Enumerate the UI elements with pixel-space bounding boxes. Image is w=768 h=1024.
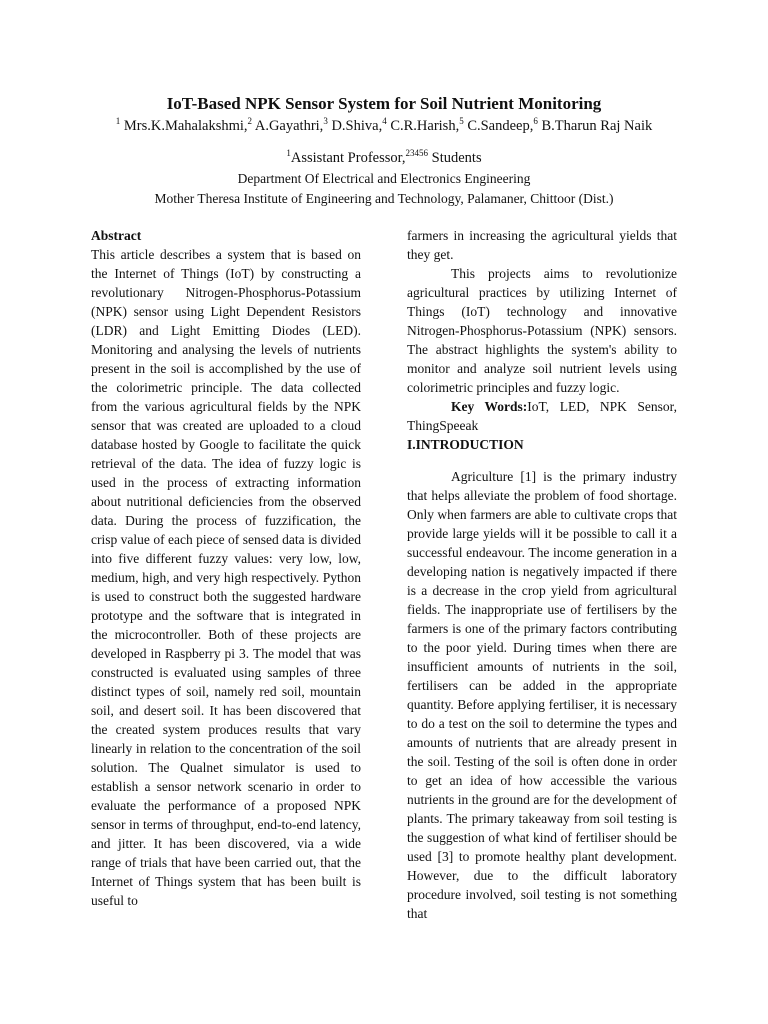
role-sup: 23456 — [405, 148, 429, 159]
keywords — [407, 397, 677, 435]
abstract-body: This article describes a system that is based on the Internet of Things (IoT) by constructing a revolutionary Nitrogen-Phosphorus-Potassium (NPK) sensor using Light Dependent Resistors (LDR) and Light Emitting Diodes (LED). Monitoring and analysing the levels of nutrients present in the soil is accomplished by the use of the colorimetric principle. The data collected from the various agricultural fields by the NPK sensor that was created are uploaded to a cloud database hosted by Google to facilitate the quick retrieval of the data. The idea of fuzzy logic is used in the process of extracting information about nutritional deficiencies from the observed data. During the process of fuzzification, the crisp value of each piece of sensed data is divided into five different fuzzy values: very low, low, medium, high, and very high respectively. Python is used to construct both the suggested hardware prototype and the software that is integrated in the microcontroller. Both of these projects are developed in Raspberry pi 3. The model that was constructed is evaluated using samples of three distinct types of soil, namely red soil, mountain soil, and desert soil. It has been discovered that the created system produces results that vary linearly in relation to the concentration of the soil solution. The Qualnet simulator is used to establish a sensor network scenario in order to evaluate the performance of a proposed NPK sensor in terms of throughput, end-to-end latency, and jitter. It has been discovered, via a wide range of trials that have been carried out, that the Internet of Things system that has been built is useful to — [91, 247, 361, 908]
keywords-text: IoT, LED, NPK Sensor, ThingSpeeak — [407, 399, 677, 433]
author-sup: 5 — [459, 116, 464, 127]
keywords-label: Key Words: — [451, 399, 528, 414]
author-name: A.Gayathri, — [252, 118, 324, 134]
author-sup: 1 — [115, 116, 121, 127]
author-name: D.Shiva, — [327, 118, 383, 134]
author-name: Mrs.K.Mahalakshmi, — [120, 118, 248, 134]
abstract-heading: Abstract — [91, 228, 142, 243]
institute: Mother Theresa Institute of Engineering and Technology, Palamaner, Chittoor (Dist.) — [154, 191, 614, 206]
role-sup: 1 — [286, 148, 291, 159]
department: Department Of Electrical and Electronics Engineering — [237, 171, 531, 186]
paper-title: IoT-Based NPK Sensor System for Soil Nutrient Monitoring — [166, 94, 602, 113]
author-roles — [0, 148, 768, 168]
introduction-body: Agriculture [1] is the primary industry that helps alleviate the problem of food shortage. Only when farmers are able to cultivate crops that provide large yields will it be possible to call it a successful endeavour. The income generation in a developing nation is negatively impacted if there is a decrease in the crop yield from agricultural fields. The inappropriate use of fertilisers by the farmers is one of the primary factors contributing to the poor yield. During times when there are insufficient amounts of nutrients in the soil, fertilisers can be added in the appropriate quantity. Before applying fertiliser, it is necessary to do a test on the soil to determine the types and amounts of nutrients that are already present in the soil. Testing of the soil is often done in order to get an idea of how accessible the various nutrients in the ground are for the development of plants. The primary takeaway from soil testing is the suggestion of what kind of fertiliser should be used [3] to promote healthy plant development. However, due to the difficult laboratory procedure involved, soil testing is not something that — [407, 469, 677, 921]
author-name: C.R.Harish, — [386, 118, 460, 134]
author-sup: 4 — [382, 116, 387, 127]
abstract-continuation: farmers in increasing the agricultural yields that they get. — [407, 228, 677, 262]
introduction-heading: I.INTRODUCTION — [407, 437, 524, 452]
role-text: Assistant Professor, — [290, 150, 406, 166]
right-column — [407, 226, 677, 923]
section-gap — [407, 454, 677, 467]
author-name: C.Sandeep, — [463, 118, 534, 134]
author-name: B.Tharun Raj Naik — [537, 118, 653, 134]
author-list — [0, 116, 768, 136]
author-sup: 3 — [323, 116, 328, 127]
role-text: Students — [428, 150, 482, 166]
author-sup: 2 — [247, 116, 253, 127]
left-column — [91, 226, 361, 910]
author-sup: 6 — [533, 116, 538, 127]
abstract-paragraph-2: This projects aims to revolutionize agricultural practices by utilizing Internet of Things (IoT) technology and innovative Nitrogen-Phosphorus-Potassium (NPK) sensors. The abstract highlights the system's ability to monitor and analyze soil nutrient levels using colorimetric principles and fuzzy logic. — [407, 266, 677, 395]
